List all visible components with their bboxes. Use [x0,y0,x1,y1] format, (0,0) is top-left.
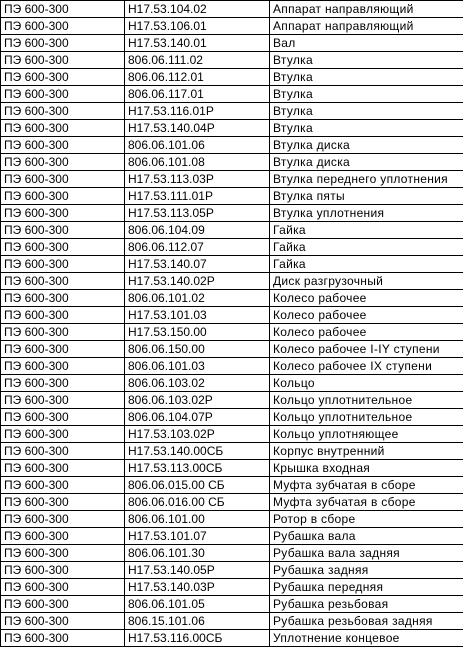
model-cell[interactable]: ПЭ 600-300 [1,137,125,154]
model-cell[interactable]: ПЭ 600-300 [1,103,125,120]
part-number-cell[interactable]: 806.06.103.02Р [125,392,270,409]
part-name-cell[interactable]: Рубашка передняя [270,579,463,596]
table-row [1,137,463,154]
part-number-cell[interactable]: 806.06.101.02 [125,290,270,307]
model-cell[interactable]: ПЭ 600-300 [1,545,125,562]
part-number-cell[interactable]: 806.06.103.02 [125,375,270,392]
model-cell[interactable]: ПЭ 600-300 [1,154,125,171]
table-row [1,18,463,35]
model-cell[interactable]: ПЭ 600-300 [1,579,125,596]
part-number-cell[interactable]: Н17.53.140.07 [125,256,270,273]
model-cell[interactable]: ПЭ 600-300 [1,18,125,35]
table-row [1,324,463,341]
part-number-cell[interactable]: Н17.53.140.03Р [125,579,270,596]
model-cell[interactable]: ПЭ 600-300 [1,409,125,426]
table-row [1,52,463,69]
part-number-cell[interactable]: Н17.53.113.00СБ [125,460,270,477]
model-cell[interactable]: ПЭ 600-300 [1,341,125,358]
part-number-cell[interactable]: Н17.53.140.01 [125,35,270,52]
model-cell[interactable]: ПЭ 600-300 [1,52,125,69]
part-number-cell[interactable]: Н17.53.140.05Р [125,562,270,579]
part-number-cell[interactable]: Н17.53.113.05Р [125,205,270,222]
part-name-cell[interactable]: Втулка [270,69,463,86]
model-cell[interactable]: ПЭ 600-300 [1,494,125,511]
part-name-cell[interactable]: Кольцо [270,375,463,392]
model-cell[interactable]: ПЭ 600-300 [1,511,125,528]
table-row [1,205,463,222]
model-cell[interactable]: ПЭ 600-300 [1,120,125,137]
model-cell[interactable]: ПЭ 600-300 [1,256,125,273]
model-cell[interactable]: ПЭ 600-300 [1,290,125,307]
model-cell[interactable]: ПЭ 600-300 [1,222,125,239]
part-name-cell[interactable]: Кольцо уплотнительное [270,409,463,426]
part-number-cell[interactable]: Н17.53.103.02Р [125,426,270,443]
part-number-cell[interactable]: Н17.53.140.02Р [125,273,270,290]
part-number-cell[interactable]: 806.06.104.07Р [125,409,270,426]
part-name-cell[interactable]: Гайка [270,239,463,256]
table-row [1,409,463,426]
part-number-cell[interactable]: Н17.53.101.03 [125,307,270,324]
part-number-cell[interactable]: 806.06.112.01 [125,69,270,86]
part-number-cell[interactable]: 806.06.117.01 [125,86,270,103]
model-cell[interactable]: ПЭ 600-300 [1,596,125,613]
model-cell[interactable]: ПЭ 600-300 [1,239,125,256]
model-cell[interactable]: ПЭ 600-300 [1,443,125,460]
table-row [1,239,463,256]
part-name-cell[interactable]: Втулка [270,52,463,69]
part-name-cell[interactable]: Втулка уплотнения [270,205,463,222]
part-name-cell[interactable]: Втулка диска [270,137,463,154]
model-cell[interactable]: ПЭ 600-300 [1,630,125,647]
model-cell[interactable]: ПЭ 600-300 [1,86,125,103]
part-name-cell[interactable]: Рубашка задняя [270,562,463,579]
table-row [1,273,463,290]
table-row [1,562,463,579]
table-row [1,426,463,443]
table-row [1,511,463,528]
part-name-cell[interactable]: Муфта зубчатая в сборе [270,494,463,511]
table-row [1,375,463,392]
part-name-cell[interactable]: Втулка пяты [270,188,463,205]
part-number-cell[interactable]: 806.06.150.00 [125,341,270,358]
model-cell[interactable]: ПЭ 600-300 [1,324,125,341]
part-name-cell[interactable]: Колесо рабочее IX ступени [270,358,463,375]
model-cell[interactable]: ПЭ 600-300 [1,273,125,290]
table-row [1,460,463,477]
model-cell[interactable]: ПЭ 600-300 [1,171,125,188]
part-name-cell[interactable]: Втулка [270,120,463,137]
model-cell[interactable]: ПЭ 600-300 [1,392,125,409]
parts-table-body [1,1,463,647]
part-name-cell[interactable]: Втулка переднего уплотнения [270,171,463,188]
part-name-cell[interactable]: Колесо рабочее [270,324,463,341]
part-name-cell[interactable]: Аппарат направляющий [270,18,463,35]
table-row [1,579,463,596]
part-number-cell[interactable]: 806.06.101.30 [125,545,270,562]
part-number-cell[interactable]: 806.06.015.00 СБ [125,477,270,494]
part-number-cell[interactable]: 806.06.101.06 [125,137,270,154]
model-cell[interactable]: ПЭ 600-300 [1,307,125,324]
table-row [1,86,463,103]
part-name-cell[interactable]: Рубашка резьбовая [270,596,463,613]
part-name-cell[interactable]: Кольцо уплотнительное [270,392,463,409]
table-row [1,290,463,307]
part-name-cell[interactable]: Гайка [270,222,463,239]
table-row [1,443,463,460]
model-cell[interactable]: ПЭ 600-300 [1,205,125,222]
part-number-cell[interactable]: Н17.53.106.01 [125,18,270,35]
model-cell[interactable]: ПЭ 600-300 [1,528,125,545]
part-name-cell[interactable]: Рубашка резьбовая задняя [270,613,463,630]
part-name-cell[interactable]: Ротор в сборе [270,511,463,528]
part-name-cell[interactable]: Рубашка вала задняя [270,545,463,562]
part-number-cell[interactable]: Н17.53.150.00 [125,324,270,341]
part-number-cell[interactable]: Н17.53.116.00СБ [125,630,270,647]
model-cell[interactable]: ПЭ 600-300 [1,477,125,494]
table-row [1,222,463,239]
part-name-cell[interactable]: Кольцо уплотняющее [270,426,463,443]
table-row [1,69,463,86]
table-row [1,341,463,358]
part-number-cell[interactable]: 806.06.104.09 [125,222,270,239]
model-cell[interactable]: ПЭ 600-300 [1,188,125,205]
part-number-cell[interactable]: 806.06.016.00 СБ [125,494,270,511]
part-number-cell[interactable]: Н17.53.101.07 [125,528,270,545]
model-cell[interactable]: ПЭ 600-300 [1,1,125,18]
table-row [1,528,463,545]
table-row [1,613,463,630]
model-cell[interactable]: ПЭ 600-300 [1,460,125,477]
table-row [1,256,463,273]
part-number-cell[interactable]: Н17.53.140.00СБ [125,443,270,460]
table-row [1,1,463,18]
table-row [1,307,463,324]
table-row [1,392,463,409]
model-cell[interactable]: ПЭ 600-300 [1,358,125,375]
part-number-cell[interactable]: 806.06.101.03 [125,358,270,375]
model-cell[interactable]: ПЭ 600-300 [1,69,125,86]
table-row [1,171,463,188]
part-name-cell[interactable]: Муфта зубчатая в сборе [270,477,463,494]
table-row [1,630,463,647]
part-name-cell[interactable]: Вал [270,35,463,52]
part-number-cell[interactable]: 806.06.101.00 [125,511,270,528]
part-number-cell[interactable]: Н17.53.104.02 [125,1,270,18]
part-name-cell[interactable]: Диск разгрузочный [270,273,463,290]
model-cell[interactable]: ПЭ 600-300 [1,562,125,579]
table-row [1,154,463,171]
table-row [1,103,463,120]
table-row [1,358,463,375]
table-row [1,35,463,52]
model-cell[interactable]: ПЭ 600-300 [1,426,125,443]
part-name-cell[interactable]: Аппарат направляющий [270,1,463,18]
part-name-cell[interactable]: Гайка [270,256,463,273]
part-number-cell[interactable]: 806.06.111.02 [125,52,270,69]
part-name-cell[interactable]: Уплотнение концевое [270,630,463,647]
table-row [1,477,463,494]
part-number-cell[interactable]: Н17.53.116.01Р [125,103,270,120]
model-cell[interactable]: ПЭ 600-300 [1,35,125,52]
part-name-cell[interactable]: Втулка диска [270,154,463,171]
model-cell[interactable]: ПЭ 600-300 [1,613,125,630]
part-name-cell[interactable]: Колесо рабочее I-IY ступени [270,341,463,358]
part-number-cell[interactable]: 806.15.101.06 [125,613,270,630]
table-row [1,188,463,205]
part-number-cell[interactable]: Н17.53.111.01Р [125,188,270,205]
model-cell[interactable]: ПЭ 600-300 [1,375,125,392]
part-number-cell[interactable]: 806.06.112.07 [125,239,270,256]
part-number-cell[interactable]: Н17.53.140.04Р [125,120,270,137]
part-name-cell[interactable]: Колесо рабочее [270,307,463,324]
part-name-cell[interactable]: Колесо рабочее [270,290,463,307]
part-number-cell[interactable]: Н17.53.113.03Р [125,171,270,188]
part-name-cell[interactable]: Крышка входная [270,460,463,477]
part-name-cell[interactable]: Втулка [270,86,463,103]
part-name-cell[interactable]: Втулка [270,103,463,120]
table-row [1,120,463,137]
table-row [1,596,463,613]
table-row [1,545,463,562]
part-name-cell[interactable]: Корпус внутренний [270,443,463,460]
table-row [1,494,463,511]
part-number-cell[interactable]: 806.06.101.05 [125,596,270,613]
part-name-cell[interactable]: Рубашка вала [270,528,463,545]
part-number-cell[interactable]: 806.06.101.08 [125,154,270,171]
